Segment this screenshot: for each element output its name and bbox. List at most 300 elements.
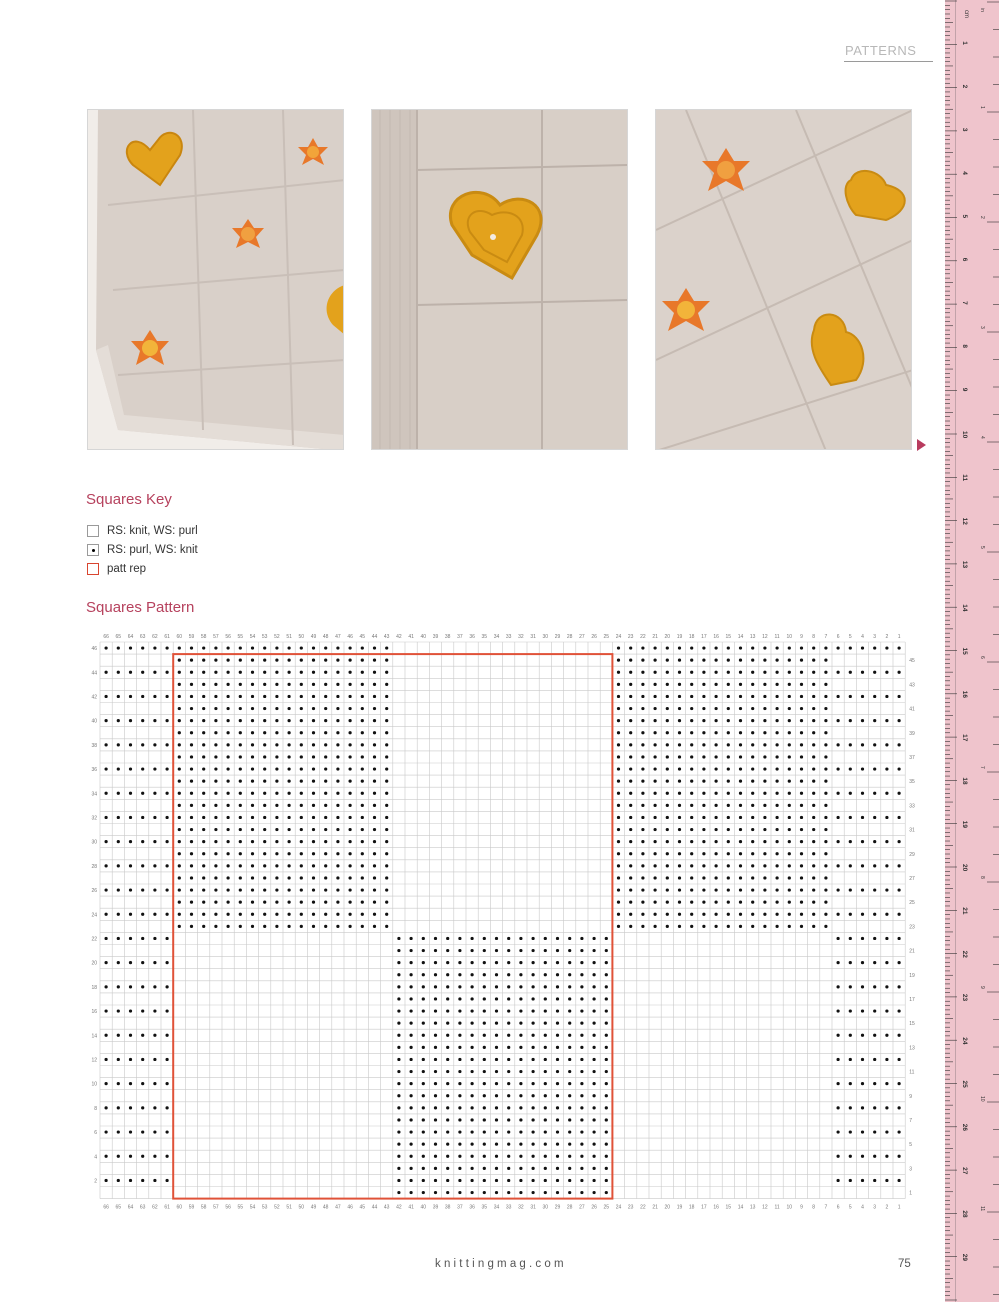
purl-dot [824, 888, 827, 891]
column-number: 8 [812, 1204, 816, 1211]
purl-dot [715, 792, 718, 795]
purl-dot [739, 755, 742, 758]
purl-dot [617, 913, 620, 916]
purl-dot [385, 792, 388, 795]
purl-dot [532, 1179, 535, 1182]
purl-dot [580, 1191, 583, 1194]
purl-dot [837, 937, 840, 940]
purl-dot [471, 997, 474, 1000]
ruler-cm-label: 9 [961, 387, 968, 392]
ruler-unit-in: in [979, 8, 985, 12]
purl-dot [800, 828, 803, 831]
purl-dot [690, 695, 693, 698]
purl-dot [776, 864, 779, 867]
ruler-inch-label: 10 [979, 1096, 985, 1102]
purl-dot [824, 828, 827, 831]
column-number: 27 [579, 1204, 585, 1211]
purl-dot [410, 1058, 413, 1061]
ruler-cm-label: 7 [961, 301, 968, 305]
purl-dot [678, 864, 681, 867]
purl-dot [349, 719, 352, 722]
purl-dot [434, 1179, 437, 1182]
purl-dot [690, 780, 693, 783]
purl-dot [885, 719, 888, 722]
purl-dot [776, 888, 779, 891]
purl-dot [861, 1179, 864, 1182]
purl-dot [690, 671, 693, 674]
purl-dot [190, 719, 193, 722]
row-number-right: 45 [909, 658, 915, 665]
column-number: 16 [713, 1204, 719, 1211]
purl-dot [678, 659, 681, 662]
ruler [945, 0, 999, 1302]
purl-dot [617, 755, 620, 758]
purl-dot [568, 1034, 571, 1037]
purl-dot [288, 707, 291, 710]
purl-dot [288, 913, 291, 916]
purl-dot [336, 659, 339, 662]
purl-dot [654, 913, 657, 916]
purl-dot [532, 1034, 535, 1037]
purl-dot [763, 646, 766, 649]
ruler-cm-label: 10 [961, 431, 968, 439]
column-number: 24 [615, 1204, 622, 1211]
purl-dot [715, 731, 718, 734]
purl-dot [715, 852, 718, 855]
purl-dot [129, 1034, 132, 1037]
column-number: 37 [457, 1204, 463, 1211]
purl-dot [373, 671, 376, 674]
purl-dot [788, 901, 791, 904]
purl-dot [178, 840, 181, 843]
purl-dot [117, 1009, 120, 1012]
purl-dot [617, 683, 620, 686]
purl-dot [763, 743, 766, 746]
purl-dot [178, 901, 181, 904]
column-number: 28 [566, 1204, 573, 1211]
purl-dot [519, 1058, 522, 1061]
purl-dot [519, 1118, 522, 1121]
purl-dot [153, 840, 156, 843]
column-number: 21 [652, 1204, 658, 1211]
purl-dot [580, 1009, 583, 1012]
purl-dot [617, 719, 620, 722]
purl-dot [251, 816, 254, 819]
purl-dot [227, 707, 230, 710]
column-number: 45 [359, 1204, 366, 1211]
purl-dot [654, 683, 657, 686]
purl-dot [227, 683, 230, 686]
purl-dot [349, 743, 352, 746]
purl-dot [288, 864, 291, 867]
purl-dot [202, 792, 205, 795]
purl-dot [227, 876, 230, 879]
column-number: 62 [152, 634, 158, 640]
ruler-inch-label: 8 [979, 876, 985, 879]
purl-dot [605, 1106, 608, 1109]
purl-dot [873, 985, 876, 988]
purl-dot [458, 985, 461, 988]
purl-dot [885, 743, 888, 746]
purl-dot [544, 1179, 547, 1182]
purl-dot [629, 707, 632, 710]
purl-dot [666, 828, 669, 831]
purl-dot [446, 1058, 449, 1061]
purl-dot [422, 1034, 425, 1037]
purl-dot [812, 731, 815, 734]
purl-dot [129, 1082, 132, 1085]
purl-dot [483, 1058, 486, 1061]
purl-dot [739, 731, 742, 734]
purl-dot [300, 925, 303, 928]
purl-dot [629, 683, 632, 686]
purl-dot [788, 719, 791, 722]
purl-dot [788, 743, 791, 746]
purl-dot [288, 888, 291, 891]
purl-dot [251, 780, 254, 783]
purl-dot [410, 1070, 413, 1073]
purl-dot [397, 1046, 400, 1049]
purl-dot [446, 1094, 449, 1097]
column-number: 13 [749, 1204, 756, 1211]
purl-dot [239, 659, 242, 662]
purl-dot [129, 913, 132, 916]
purl-dot [361, 683, 364, 686]
purl-dot [702, 646, 705, 649]
purl-dot [666, 780, 669, 783]
purl-dot [178, 743, 181, 746]
purl-dot [580, 1058, 583, 1061]
purl-dot [715, 671, 718, 674]
purl-dot [117, 792, 120, 795]
dot-square-icon [87, 544, 99, 556]
purl-dot [385, 780, 388, 783]
purl-dot [312, 695, 315, 698]
purl-dot [422, 1070, 425, 1073]
purl-dot [715, 876, 718, 879]
purl-dot [873, 743, 876, 746]
purl-dot [654, 780, 657, 783]
purl-dot [715, 707, 718, 710]
purl-dot [568, 949, 571, 952]
purl-dot [824, 767, 827, 770]
purl-dot [410, 961, 413, 964]
purl-dot [239, 743, 242, 746]
purl-dot [751, 888, 754, 891]
ruler-inch-label: 5 [979, 546, 985, 549]
purl-dot [727, 913, 730, 916]
purl-dot [776, 767, 779, 770]
purl-dot [739, 852, 742, 855]
purl-dot [190, 683, 193, 686]
purl-dot [312, 767, 315, 770]
column-number: 18 [688, 1204, 695, 1211]
purl-dot [336, 646, 339, 649]
column-number: 34 [493, 634, 500, 640]
purl-dot [227, 646, 230, 649]
purl-dot [190, 913, 193, 916]
purl-dot [471, 1155, 474, 1158]
column-number: 46 [347, 634, 353, 640]
row-number-left: 20 [91, 960, 97, 967]
purl-dot [190, 731, 193, 734]
purl-dot [727, 743, 730, 746]
purl-dot [178, 888, 181, 891]
purl-dot [312, 925, 315, 928]
purl-dot [605, 973, 608, 976]
purl-dot [214, 767, 217, 770]
purl-dot [629, 792, 632, 795]
purl-dot [410, 985, 413, 988]
purl-dot [422, 985, 425, 988]
purl-dot [751, 707, 754, 710]
purl-dot [678, 743, 681, 746]
purl-dot [824, 913, 827, 916]
purl-dot [239, 707, 242, 710]
key-title: Squares Key [86, 491, 172, 508]
purl-dot [641, 901, 644, 904]
purl-dot [275, 767, 278, 770]
purl-dot [263, 707, 266, 710]
purl-dot [483, 1070, 486, 1073]
purl-dot [446, 949, 449, 952]
purl-dot [385, 719, 388, 722]
purl-dot [580, 1046, 583, 1049]
column-number: 10 [786, 1204, 793, 1211]
photo-blanket-diagonal [655, 109, 912, 450]
purl-dot [410, 1179, 413, 1182]
purl-dot [641, 888, 644, 891]
purl-dot [629, 755, 632, 758]
purl-dot [434, 1106, 437, 1109]
purl-dot [776, 695, 779, 698]
column-number: 3 [873, 634, 877, 640]
column-number: 48 [322, 1204, 329, 1211]
purl-dot [727, 792, 730, 795]
purl-dot [263, 876, 266, 879]
purl-dot [300, 719, 303, 722]
purl-dot [495, 1034, 498, 1037]
purl-dot [324, 755, 327, 758]
purl-dot [629, 646, 632, 649]
purl-dot [117, 961, 120, 964]
purl-dot [788, 888, 791, 891]
purl-dot [239, 913, 242, 916]
purl-dot [300, 731, 303, 734]
purl-dot [654, 840, 657, 843]
purl-dot [117, 1179, 120, 1182]
purl-dot [898, 937, 901, 940]
purl-dot [702, 925, 705, 928]
purl-dot [580, 1022, 583, 1025]
purl-dot [105, 1058, 108, 1061]
column-number: 30 [542, 1204, 549, 1211]
purl-dot [641, 755, 644, 758]
purl-dot [105, 1034, 108, 1037]
ruler-cm-label: 21 [961, 907, 968, 915]
row-number-left: 44 [91, 670, 97, 677]
purl-dot [507, 961, 510, 964]
purl-dot [166, 1058, 169, 1061]
column-number: 58 [200, 1204, 207, 1211]
purl-dot [410, 997, 413, 1000]
purl-dot [715, 925, 718, 928]
purl-dot [873, 1106, 876, 1109]
purl-dot [227, 743, 230, 746]
purl-dot [483, 1022, 486, 1025]
purl-dot [885, 1034, 888, 1037]
purl-dot [837, 1106, 840, 1109]
purl-dot [361, 901, 364, 904]
purl-dot [715, 901, 718, 904]
purl-dot [800, 731, 803, 734]
purl-dot [263, 646, 266, 649]
column-number: 38 [444, 1204, 451, 1211]
purl-dot [361, 695, 364, 698]
purl-dot [629, 659, 632, 662]
purl-dot [361, 840, 364, 843]
purl-dot [214, 743, 217, 746]
purl-dot [166, 864, 169, 867]
column-number: 5 [848, 634, 852, 640]
purl-dot [641, 731, 644, 734]
purl-dot [153, 937, 156, 940]
purl-dot [812, 840, 815, 843]
purl-dot [117, 767, 120, 770]
purl-dot [178, 719, 181, 722]
purl-dot [251, 864, 254, 867]
purl-dot [446, 1046, 449, 1049]
purl-dot [605, 997, 608, 1000]
purl-dot [885, 1130, 888, 1133]
purl-dot [141, 1106, 144, 1109]
purl-dot [702, 901, 705, 904]
purl-dot [300, 683, 303, 686]
purl-dot [556, 985, 559, 988]
purl-dot [202, 864, 205, 867]
purl-dot [190, 876, 193, 879]
purl-dot [544, 1046, 547, 1049]
purl-dot [105, 816, 108, 819]
purl-dot [202, 731, 205, 734]
purl-dot [617, 646, 620, 649]
purl-dot [593, 1034, 596, 1037]
purl-dot [361, 804, 364, 807]
purl-dot [837, 646, 840, 649]
purl-dot [105, 985, 108, 988]
purl-dot [800, 901, 803, 904]
purl-dot [715, 913, 718, 916]
purl-dot [605, 985, 608, 988]
purl-dot [495, 1046, 498, 1049]
purl-dot [556, 1179, 559, 1182]
row-number-left: 36 [91, 767, 97, 774]
purl-dot [519, 1070, 522, 1073]
purl-dot [727, 901, 730, 904]
purl-dot [153, 1058, 156, 1061]
purl-dot [898, 646, 901, 649]
row-number-right: 13 [909, 1045, 915, 1052]
purl-dot [458, 1058, 461, 1061]
purl-dot [532, 1191, 535, 1194]
column-number: 7 [824, 1204, 828, 1211]
purl-dot [361, 707, 364, 710]
purl-dot [568, 1130, 571, 1133]
purl-dot [593, 1118, 596, 1121]
row-number-left: 10 [91, 1081, 97, 1088]
purl-dot [556, 997, 559, 1000]
purl-dot [105, 743, 108, 746]
purl-dot [898, 840, 901, 843]
purl-dot [300, 864, 303, 867]
ruler-cm-label: 14 [961, 604, 968, 612]
purl-dot [873, 864, 876, 867]
purl-dot [861, 767, 864, 770]
purl-dot [824, 901, 827, 904]
purl-dot [300, 840, 303, 843]
purl-dot [739, 913, 742, 916]
purl-dot [532, 1058, 535, 1061]
purl-dot [568, 1058, 571, 1061]
purl-dot [812, 852, 815, 855]
purl-dot [214, 731, 217, 734]
column-number: 8 [812, 634, 816, 640]
purl-dot [153, 864, 156, 867]
column-number: 44 [371, 1204, 378, 1211]
purl-dot [885, 1082, 888, 1085]
purl-dot [898, 913, 901, 916]
purl-dot [471, 1143, 474, 1146]
purl-dot [373, 695, 376, 698]
column-number: 60 [176, 1204, 183, 1211]
purl-dot [312, 901, 315, 904]
purl-dot [324, 780, 327, 783]
purl-dot [166, 646, 169, 649]
purl-dot [715, 719, 718, 722]
purl-dot [666, 671, 669, 674]
purl-dot [556, 1022, 559, 1025]
purl-dot [702, 780, 705, 783]
purl-dot [837, 1179, 840, 1182]
purl-dot [666, 731, 669, 734]
row-number-right: 35 [909, 779, 915, 786]
column-number: 58 [200, 634, 207, 640]
purl-dot [190, 864, 193, 867]
purl-dot [324, 852, 327, 855]
purl-dot [593, 1058, 596, 1061]
purl-dot [898, 1155, 901, 1158]
column-number: 49 [310, 634, 317, 640]
purl-dot [275, 695, 278, 698]
purl-dot [141, 671, 144, 674]
purl-dot [324, 816, 327, 819]
purl-dot [751, 695, 754, 698]
purl-dot [397, 1118, 400, 1121]
purl-dot [178, 816, 181, 819]
purl-dot [629, 864, 632, 867]
purl-dot [824, 925, 827, 928]
purl-dot [532, 1143, 535, 1146]
column-number: 48 [322, 634, 329, 640]
row-number-left: 24 [91, 912, 97, 919]
ruler-cm-label: 22 [961, 950, 968, 958]
purl-dot [837, 1130, 840, 1133]
purl-dot [666, 876, 669, 879]
purl-dot [263, 780, 266, 783]
purl-dot [458, 1034, 461, 1037]
column-number: 9 [800, 1204, 803, 1211]
column-number: 42 [396, 634, 402, 640]
